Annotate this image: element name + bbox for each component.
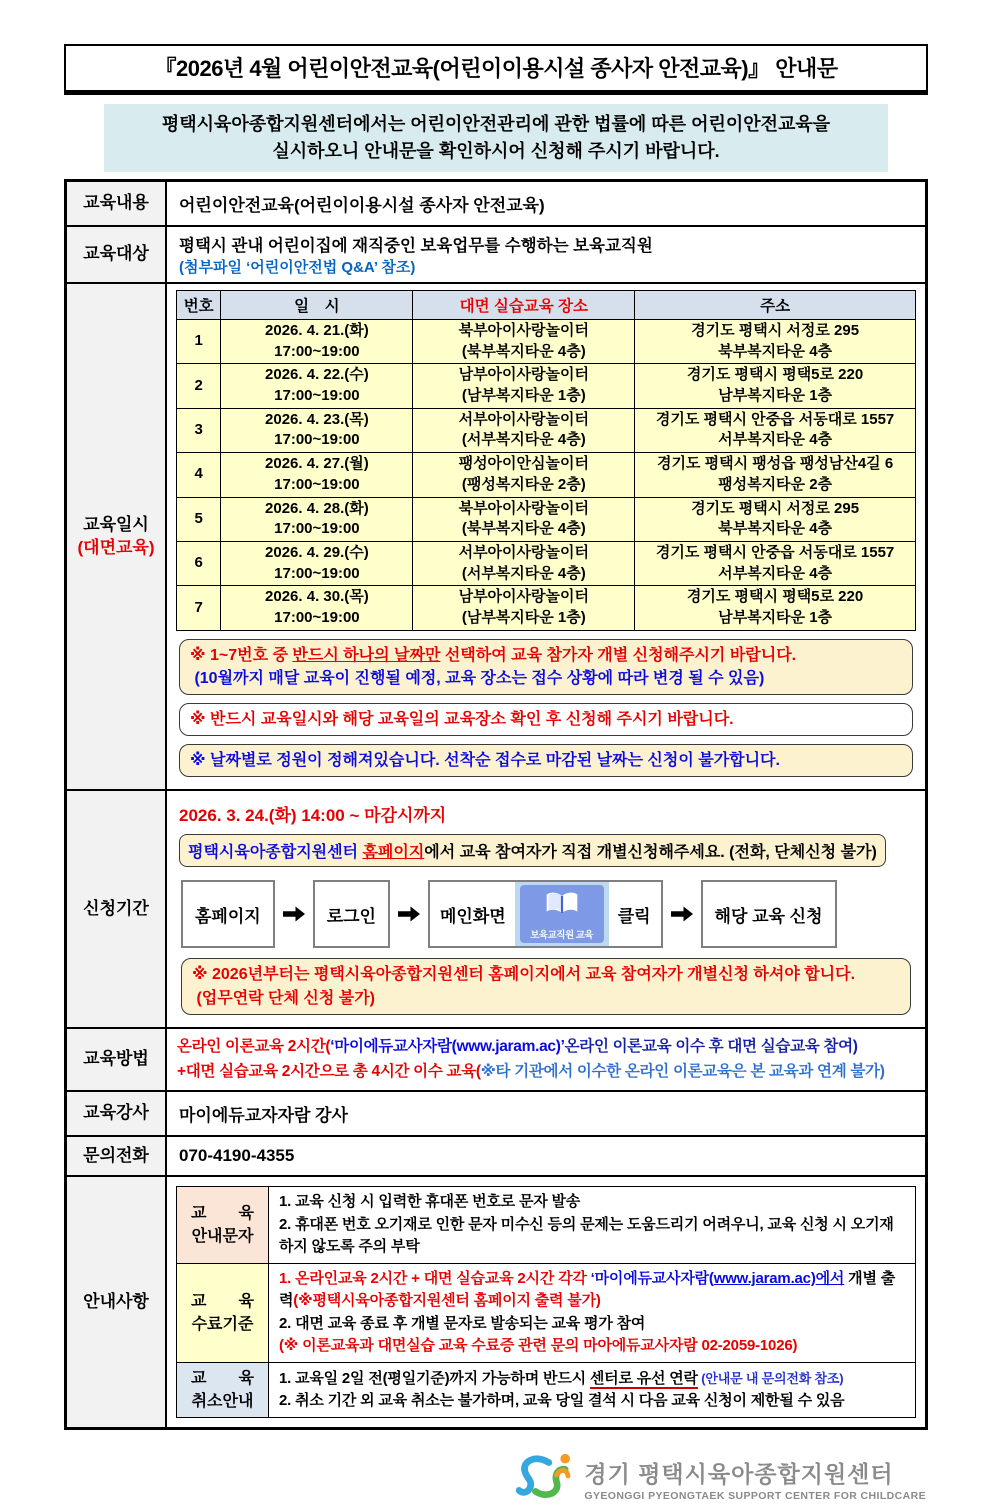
main-info-table: [64, 179, 928, 1430]
cell-address: 경기도 평택시 서정로 295 북부복지타운 4층: [635, 497, 916, 541]
schedule-table-wrap: [167, 284, 925, 789]
schedule-row-5: [177, 497, 916, 541]
schedule-label-sub: (대면교육): [77, 537, 155, 557]
label-contact-phone: 문의전화: [67, 1137, 167, 1175]
cell-datetime: 2026. 4. 29.(수) 17:00~19:00: [221, 541, 413, 585]
guide-label-cancel: 교 육 취소안내: [177, 1362, 269, 1417]
edu-icon-label: 보육교직원 교육: [530, 930, 594, 942]
center-logo-icon: [516, 1452, 574, 1505]
cell-datetime: 2026. 4. 22.(수) 17:00~19:00: [221, 364, 413, 408]
guide-row-cancel: [177, 1362, 916, 1417]
guide-label-completion: 교 육 수료기준: [177, 1263, 269, 1362]
schedule-row-7: [177, 586, 916, 630]
cell-address: 경기도 평택시 서정로 295 북부복지타운 4층: [635, 320, 916, 364]
cell-place: 서부아이사랑놀이터 (서부복지타운 4층): [413, 408, 635, 452]
education-target-value: 평택시 관내 어린이집에 재직중인 보육업무를 수행하는 보육교직원: [179, 237, 653, 255]
cell-place: 팽성아이안심놀이터 (팽성복지타운 2층): [413, 453, 635, 497]
label-education-content: 교육내용: [67, 182, 167, 225]
cell-address: 경기도 평택시 안중읍 서동대로 1557 서부복지타운 4층: [635, 541, 916, 585]
row-education-target: [67, 225, 925, 282]
cell-no: 4: [177, 453, 221, 497]
guide-cancel-item-2: 2. 취소 기간 외 교육 취소는 불가하며, 교육 당일 결석 시 다음 교육 신청이 제한될 수 있음: [279, 1392, 845, 1410]
cell-address: 경기도 평택시 안중읍 서동대로 1557 서부복지타운 4층: [635, 408, 916, 452]
cell-place: 북부아이사랑놀이터 (북부복지타운 4층): [413, 320, 635, 364]
guide-sms-content: [269, 1187, 916, 1264]
contact-phone-value: 070-4190-4355: [179, 1146, 295, 1166]
intro-banner: [104, 104, 888, 172]
col-header-place: 대면 실습교육 장소: [413, 291, 635, 320]
intro-line-1: 평택시육아종합지원센터에서는 어린이안전관리에 관한 법률에 따른 어린이안전교육을: [161, 114, 831, 134]
schedule-note-1-line2: (10월까지 매달 교육이 진행될 예정, 교육 장소는 접수 상황에 따라 변경 될 수 있음): [194, 669, 765, 687]
education-method-content: [167, 1029, 925, 1091]
apply-instruction-box: 평택시육아종합지원센터 홈페이지에서 교육 참여자가 직접 개별신청해주세요. (전화, 단체신청 불가): [179, 834, 886, 867]
row-education-content: [67, 182, 925, 225]
schedule-row-3: [177, 408, 916, 452]
guide-row-completion: [177, 1263, 916, 1362]
schedule-table: [176, 290, 916, 631]
education-content-value: 어린이안전교육(어린이이용시설 종사자 안전교육): [179, 196, 545, 215]
row-education-schedule: [67, 282, 925, 789]
flow-mainscreen-label: 메인화면: [439, 906, 506, 926]
flow-step-login: 로그인: [313, 880, 390, 948]
col-header-no: 번호: [177, 291, 221, 320]
apply-note-box: [181, 958, 911, 1014]
cell-address: 경기도 평택시 평택5로 220 남부복지타운 1층: [635, 364, 916, 408]
cell-address: 경기도 평택시 평택5로 220 남부복지타운 1층: [635, 586, 916, 630]
row-education-method: [67, 1027, 925, 1091]
center-name-korean: 경기 평택시육아종합지원센터: [584, 1460, 894, 1487]
open-book-icon: [520, 885, 604, 943]
method-line-2: +대면 실습교육 2시간으로 총 4시간 이수 교육(※타 기관에서 이수한 온라인 이론교육은 본 교육과 연계 불가): [177, 1062, 885, 1080]
cell-no: 1: [177, 320, 221, 364]
education-target-content: [167, 227, 925, 282]
cell-place: 북부아이사랑놀이터 (북부복지타운 4층): [413, 497, 635, 541]
schedule-label-main: 교육일시: [83, 514, 149, 534]
arrow-right-icon: [275, 905, 313, 923]
schedule-note-3: ※ 날짜별로 정원이 정해져있습니다. 선착순 접수로 마감된 날짜는 신청이 불가합니다.: [179, 744, 913, 777]
apply-period-content: [167, 791, 925, 1026]
cell-place: 남부아이사랑놀이터 (남부복지타운 1층): [413, 586, 635, 630]
center-name-english: GYEONGGI PYEONGTAEK SUPPORT CENTER FOR CHILDCARE: [584, 1489, 926, 1502]
guide-completion-content: [269, 1263, 916, 1362]
guide-completion-item-2: 2. 대면 교육 종료 후 개별 문자로 발송되는 교육 평가 참여: [279, 1314, 646, 1332]
flow-click-label: 클릭: [617, 906, 651, 926]
guide-completion-item-3: (※ 이론교육과 대면실습 교육 수료증 관련 문의 마아에듀교사자람 02-2059-1026): [279, 1337, 798, 1355]
label-guidance: 안내사항: [67, 1177, 167, 1427]
cell-address: 경기도 평택시 팽성읍 팽성남산4길 6 팽성복지타운 2층: [635, 453, 916, 497]
label-education-method: 교육방법: [67, 1029, 167, 1091]
cell-no: 3: [177, 408, 221, 452]
flow-step-homepage: 홈페이지: [181, 880, 275, 948]
childcare-education-menu-icon: [515, 882, 609, 946]
row-education-teacher: [67, 1090, 925, 1135]
schedule-row-1: [177, 320, 916, 364]
col-header-address: 주소: [635, 291, 916, 320]
cell-datetime: 2026. 4. 21.(화) 17:00~19:00: [221, 320, 413, 364]
schedule-note-2: ※ 반드시 교육일시와 해당 교육일의 교육장소 확인 후 신청해 주시기 바랍니다.: [179, 703, 913, 736]
schedule-note-1: [179, 639, 913, 695]
page-title: 『2026년 4월 어린이안전교육(어린이이용시설 종사자 안전교육)』 안내문: [64, 44, 928, 95]
row-contact-phone: [67, 1135, 925, 1175]
guidance-content: [167, 1177, 925, 1427]
label-apply-period: 신청기간: [67, 791, 167, 1026]
notice-page: [0, 44, 992, 1502]
footer: [0, 1452, 926, 1505]
apply-period-value: 2026. 3. 24.(화) 14:00 ~ 마감시까지: [179, 806, 447, 826]
guide-cancel-content: [269, 1362, 916, 1417]
education-teacher-value: 마이에듀교자자람 강사: [179, 1106, 348, 1126]
cell-no: 5: [177, 497, 221, 541]
guide-completion-item-1: 1. 온라인교육 2시간 + 대면 실습교육 2시간 각각 ‘마이에듀교사자람(www.jaram.ac)에서 개별 출력(※평택시육아종합지원센터 홈페이지 출력 불가): [279, 1269, 896, 1310]
cell-place: 남부아이사랑놀이터 (남부복지타운 1층): [413, 364, 635, 408]
label-education-schedule: [67, 284, 167, 789]
education-schedule-content: [167, 284, 925, 789]
cell-no: 2: [177, 364, 221, 408]
schedule-row-6: [177, 541, 916, 585]
guide-label-sms: 교 육 안내문자: [177, 1187, 269, 1264]
row-guidance: [67, 1175, 925, 1427]
schedule-row-4: [177, 453, 916, 497]
flow-step-mainscreen: [428, 880, 663, 948]
schedule-row-2: [177, 364, 916, 408]
intro-line-2: 실시하오니 안내문을 확인하시어 신청해 주시기 바랍니다.: [272, 141, 720, 161]
apply-note-line1: ※ 2026년부터는 평택시육아종합지원센터 홈페이지에서 교육 참여자가 개별신청 하셔야 합니다.: [192, 966, 856, 984]
flow-step-apply: 해당 교육 신청: [701, 880, 837, 948]
col-header-datetime: 일 시: [221, 291, 413, 320]
cell-no: 7: [177, 586, 221, 630]
guidance-table: [176, 1186, 916, 1418]
cell-datetime: 2026. 4. 28.(화) 17:00~19:00: [221, 497, 413, 541]
schedule-header-row: [177, 291, 916, 320]
cell-datetime: 2026. 4. 23.(목) 17:00~19:00: [221, 408, 413, 452]
label-education-teacher: 교육강사: [67, 1092, 167, 1135]
notice-document: [64, 44, 928, 1430]
cell-datetime: 2026. 4. 30.(목) 17:00~19:00: [221, 586, 413, 630]
schedule-note-1-line1: ※ 1~7번호 중 반드시 하나의 날짜만 선택하여 교육 참가자 개별 신청해주시기 바랍니다.: [190, 646, 797, 664]
row-apply-period: [67, 789, 925, 1026]
label-education-target: 교육대상: [67, 227, 167, 282]
arrow-right-icon: [390, 905, 428, 923]
footer-text: [584, 1456, 926, 1502]
cell-datetime: 2026. 4. 27.(월) 17:00~19:00: [221, 453, 413, 497]
apply-note-line2: (업무연락 단체 신청 불가): [196, 989, 376, 1007]
cell-place: 서부아이사랑놀이터 (서부복지타운 4층): [413, 541, 635, 585]
arrow-right-icon: [663, 905, 701, 923]
guide-row-sms: [177, 1187, 916, 1264]
guide-cancel-item-1: 1. 교육일 2일 전(평일기준)까지 가능하며 반드시 센터로 유선 연락 (안내문 내 문의전화 참조): [279, 1369, 844, 1387]
guide-sms-item-2: 2. 휴대폰 번호 오기재로 인한 문자 미수신 등의 문제는 도움드리기 어려우니, 교육 신청 시 오기재하지 않도록 주의 부탁: [279, 1215, 894, 1256]
cell-no: 6: [177, 541, 221, 585]
guide-sms-item-1: 1. 교육 신청 시 입력한 휴대폰 번호로 문자 발송: [279, 1193, 581, 1211]
apply-flow-diagram: [181, 880, 911, 948]
method-line-1: 온라인 이론교육 2시간(‘마이에듀교사자람(www.jaram.ac)’온라인 이론교육 이수 후 대면 실습교육 참여): [177, 1037, 858, 1055]
education-target-note: (첨부파일 ‘어린이안전법 Q&A’ 참조): [179, 259, 416, 276]
